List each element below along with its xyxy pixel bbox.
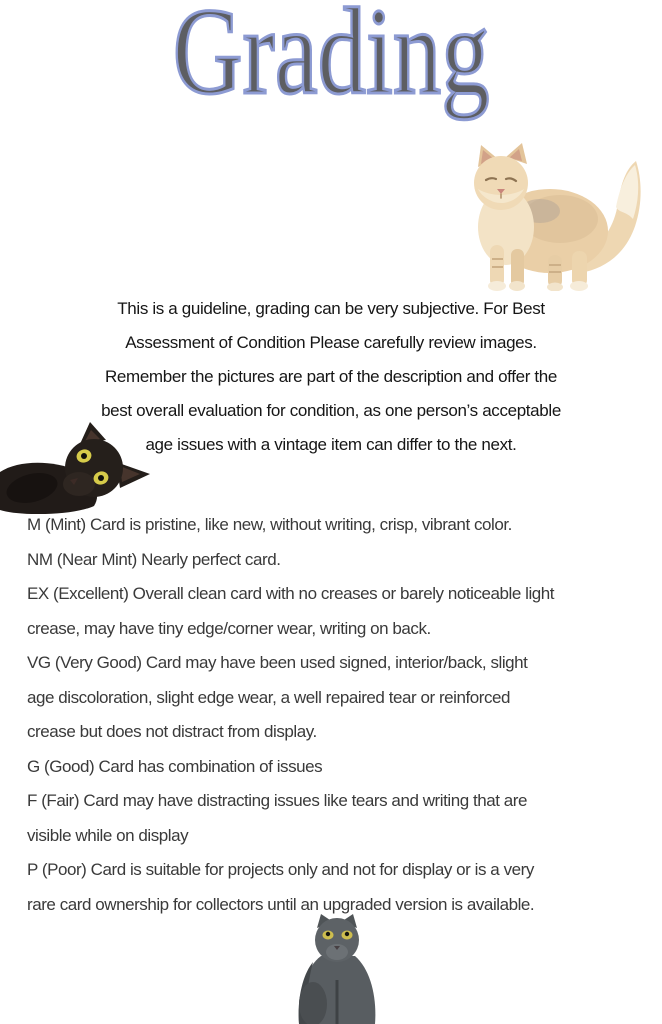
cream-cat-image — [448, 137, 648, 291]
grade-line: F (Fair) Card may have distracting issues like tears and writing that are — [27, 791, 528, 810]
gray-cat-image — [281, 914, 393, 1024]
disclaimer-line: Remember the pictures are part of the description and offer the — [104, 367, 557, 386]
grade-line: crease, may have tiny edge/corner wear, writing on back. — [27, 618, 431, 638]
disclaimer-line: best overall evaluation for condition, as one person’s acceptable — [101, 401, 561, 420]
grade-item-very-good — [27, 646, 647, 750]
grade-item-good — [27, 750, 647, 785]
page-title-wrap — [0, 0, 662, 120]
black-cat-image — [0, 422, 158, 514]
grade-line: visible while on display — [27, 825, 189, 845]
grade-line: G (Good) Card has combination of issues — [27, 756, 323, 776]
grades-list — [27, 508, 647, 922]
grade-line: age discoloration, slight edge wear, a well repaired tear or reinforced — [27, 687, 511, 707]
grade-line: rare card ownership for collectors until an upgraded version is available. — [27, 894, 535, 914]
grade-item-near-mint — [27, 543, 647, 578]
grade-line: VG (Very Good) Card may have been used signed, interior/back, slight — [27, 653, 528, 672]
black-cat-illustration — [0, 422, 158, 514]
grade-item-poor — [27, 853, 647, 922]
grade-item-mint — [27, 508, 647, 543]
cream-cat-illustration — [448, 137, 648, 291]
grade-line: P (Poor) Card is suitable for projects only and not for display or is a very — [27, 860, 534, 879]
grade-line: crease but does not distract from display. — [27, 722, 317, 741]
grade-item-excellent — [27, 577, 647, 646]
disclaimer-line: This is a guideline, grading can be very subjective. For Best — [117, 299, 545, 318]
grade-line: M (Mint) Card is pristine, like new, without writing, crisp, vibrant color. — [27, 515, 512, 534]
disclaimer-line: age issues with a vintage item can differ to the next. — [145, 435, 517, 454]
grade-line: NM (Near Mint) Nearly perfect card. — [27, 549, 281, 569]
grade-item-fair — [27, 784, 647, 853]
grade-line: EX (Excellent) Overall clean card with no creases or barely noticeable light — [27, 584, 555, 603]
gray-cat-illustration — [281, 914, 393, 1024]
disclaimer-line: Assessment of Condition Please carefully review images. — [125, 333, 537, 352]
page-title: Grading — [172, 0, 490, 120]
